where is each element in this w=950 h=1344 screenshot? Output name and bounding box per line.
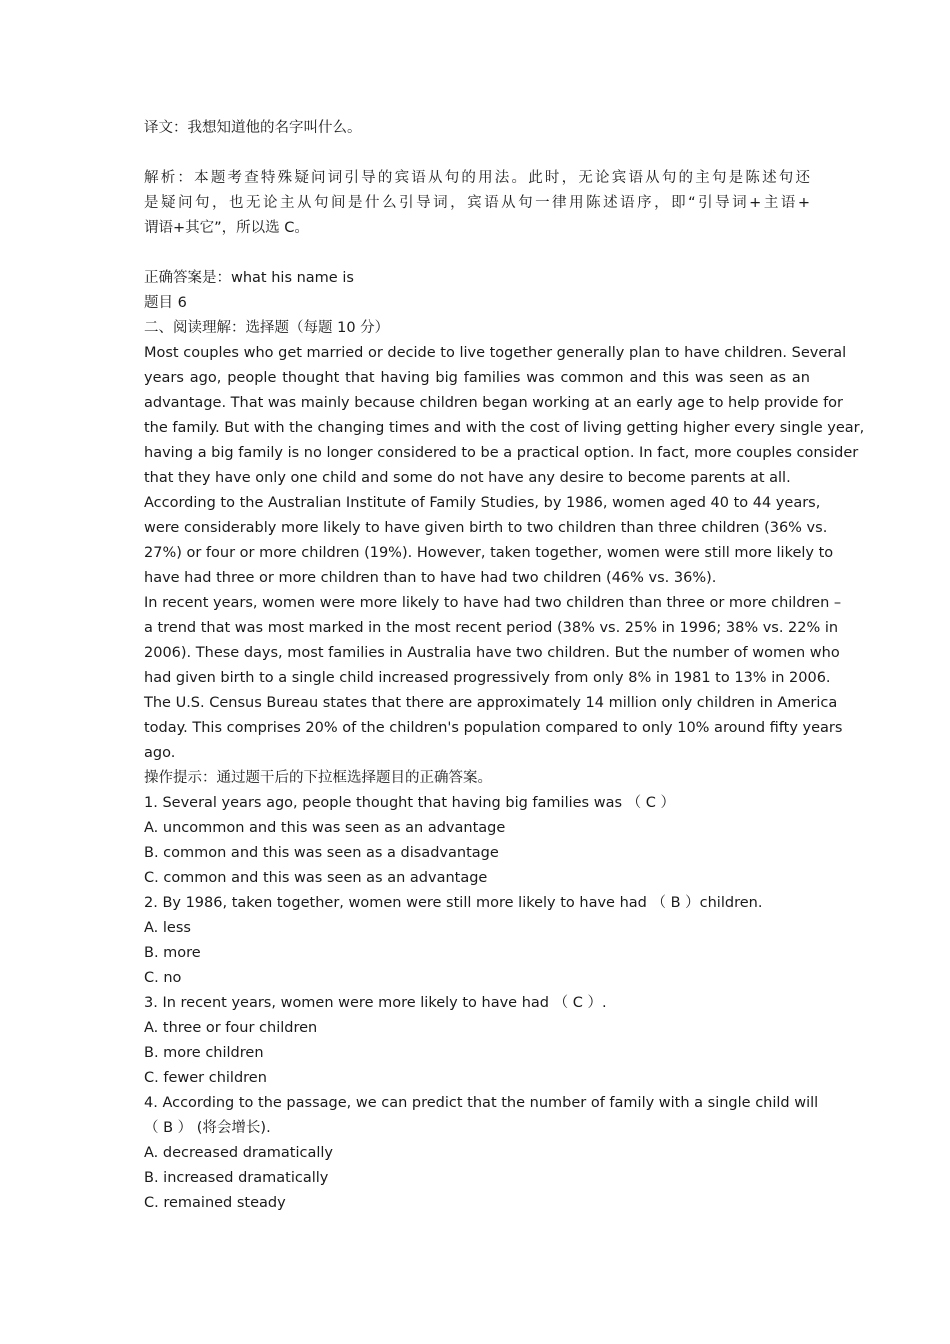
spacer: [144, 241, 810, 266]
instruction-text: 操作提示：通过题干后的下拉框选择题目的正确答案。: [144, 770, 492, 786]
passage-paragraph-4: [144, 691, 843, 766]
passage-line: were considerably more likely to have given birth to two children than three children (36% vs.: [144, 520, 828, 536]
question-4-option-a: A. decreased dramatically: [144, 1145, 333, 1161]
passage-line: 27%) or four or more children (19%). However, taken together, women were still more likely to: [144, 545, 834, 561]
translation-text: 译文：我想知道他的名字叫什么。: [144, 120, 362, 136]
passage-line: have had three or more children than to have had two children (46% vs. 36%).: [144, 570, 717, 586]
passage-line: a trend that was most marked in the most recent period (38% vs. 25% in 1996; 38% vs. 22% in: [144, 620, 839, 636]
question-4-option-c: C. remained steady: [144, 1195, 286, 1211]
analysis-line: 是疑问句，也无论主从句间是什么引导词，宾语从句一律用陈述语序，即“引导词+主语+: [144, 195, 810, 211]
passage-line: advantage. That was mainly because children began working at an early age to help provide for: [144, 395, 844, 411]
question-4-stem-line: （ B ） (将会增长).: [144, 1120, 271, 1136]
correct-answer-text: 正确答案是：what his name is: [144, 270, 354, 286]
question-4-stem: [144, 1091, 819, 1141]
passage-line: that they have only one child and some do not have any desire to become parents at all.: [144, 470, 791, 486]
passage-line: Most couples who get married or decide to live together generally plan to have children. Several: [144, 345, 847, 361]
question-4-stem-line: 4. According to the passage, we can predict that the number of family with a single child will: [144, 1095, 819, 1111]
passage-line: today. This comprises 20% of the children's population compared to only 10% around fifty years: [144, 720, 843, 736]
question-1-option-b: B. common and this was seen as a disadvantage: [144, 845, 499, 861]
passage-line: According to the Australian Institute of Family Studies, by 1986, women aged 40 to 44 years,: [144, 495, 821, 511]
question-3-option-c: C. fewer children: [144, 1070, 267, 1086]
analysis-paragraph: [144, 166, 810, 241]
passage-line: ago.: [144, 745, 176, 761]
question-number: 题目 6: [144, 295, 187, 311]
analysis-line: 解析：本题考查特殊疑问词引导的宾语从句的用法。此时，无论宾语从句的主句是陈述句还: [144, 170, 810, 186]
passage-line: years ago, people thought that having big families was common and this was seen as an: [144, 370, 810, 386]
question-3-option-a: A. three or four children: [144, 1020, 318, 1036]
passage-line: In recent years, women were more likely to have had two children than three or more children –: [144, 595, 842, 611]
question-4-option-b: B. increased dramatically: [144, 1170, 329, 1186]
passage-line: the family. But with the changing times and with the cost of living getting higher every single year,: [144, 420, 865, 436]
question-3-option-b: B. more children: [144, 1045, 264, 1061]
passage-paragraph-3: [144, 591, 842, 691]
section-title: 二、阅读理解：选择题（每题 10 分）: [144, 320, 390, 336]
passage-paragraph-2: [144, 491, 834, 591]
question-2-option-a: A. less: [144, 920, 191, 936]
passage-paragraph-1: [144, 341, 865, 491]
spacer: [144, 141, 810, 166]
question-2-stem: 2. By 1986, taken together, women were still more likely to have had （ B ）children.: [144, 895, 763, 911]
passage-line: having a big family is no longer considered to be a practical option. In fact, more couples consider: [144, 445, 859, 461]
question-2-option-c: C. no: [144, 970, 182, 986]
passage-line: The U.S. Census Bureau states that there are approximately 14 million only children in America: [144, 695, 838, 711]
question-2-option-b: B. more: [144, 945, 201, 961]
question-3-stem: 3. In recent years, women were more likely to have had （ C ）.: [144, 995, 607, 1011]
question-1-option-a: A. uncommon and this was seen as an advantage: [144, 820, 506, 836]
document-content: [144, 116, 865, 1216]
analysis-line: 谓语+其它”，所以选 C。: [144, 220, 309, 236]
passage-line: 2006). These days, most families in Australia have two children. But the number of women who: [144, 645, 840, 661]
question-1-stem: 1. Several years ago, people thought that having big families was （ C ）: [144, 795, 675, 811]
question-1-option-c: C. common and this was seen as an advantage: [144, 870, 488, 886]
passage-line: had given birth to a single child increased progressively from only 8% in 1981 to 13% in 2006.: [144, 670, 831, 686]
